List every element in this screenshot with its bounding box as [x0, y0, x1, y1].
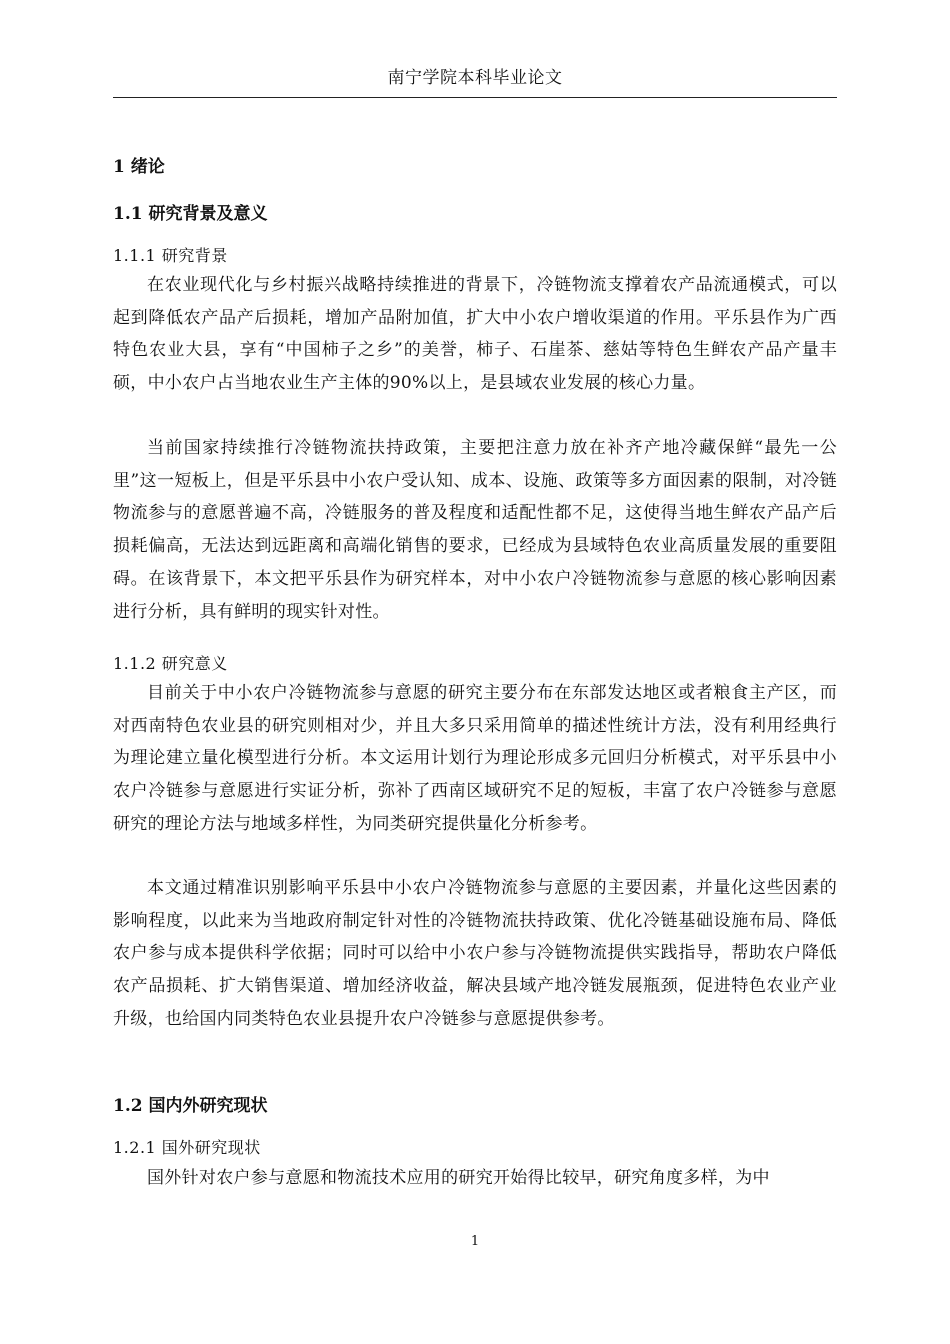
subsection-heading-1-1-1: 1.1.1 研究背景: [113, 246, 228, 265]
paragraph: 当前国家持续推行冷链物流扶持政策，主要把注意力放在补齐产地冷藏保鲜“最先一公里”这一短板上，但是平乐县中小农户受认知、成本、设施、政策等多方面因素的限制，对冷链物流参与的意愿普遍不高，冷链服务的普及程度和适配性都不足，这使得当地生鲜农产品产后损耗偏高，无法达到远距离和高端化销售的要求，已经成为县域特色农业高质量发展的重要阻碍。在该背景下，本文把平乐县作为研究样本，对中小农户冷链物流参与意愿的核心影响因素进行分析，具有鲜明的现实针对性。: [113, 438, 837, 622]
paragraph: 国外针对农户参与意愿和物流技术应用的研究开始得比较早，研究角度多样，为中: [147, 1168, 770, 1188]
subsection-heading-1-1-2: 1.1.2 研究意义: [113, 654, 228, 673]
section-heading-1-2: 1.2 国内外研究现状: [113, 1096, 268, 1116]
paragraph: 在农业现代化与乡村振兴战略持续推进的背景下，冷链物流支撑着农产品流通模式，可以起到降低农产品产后损耗，增加产品附加值，扩大中小农户增收渠道的作用。平乐县作为广西特色农业大县，享有“中国柿子之乡”的美誉，柿子、石崖茶、慈姑等特色生鲜农产品产量丰硕，中小农户占当地农业生产主体的90%以上，是县域农业发展的核心力量。: [113, 275, 837, 394]
paragraph: 本文通过精准识别影响平乐县中小农户冷链物流参与意愿的主要因素，并量化这些因素的影响程度，以此来为当地政府制定针对性的冷链物流扶持政策、优化冷链基础设施布局、降低农户参与成本提供科学依据；同时可以给中小农户参与冷链物流提供实践指导，帮助农户降低农产品损耗、扩大销售渠道、增加经济收益，解决县域产地冷链发展瓶颈，促进特色农业产业升级，也给国内同类特色农业县提升农户冷链参与意愿提供参考。: [113, 878, 837, 1029]
subsection-heading-1-2-1: 1.2.1 国外研究现状: [113, 1138, 261, 1157]
header-rule: [113, 97, 837, 98]
running-header: 南宁学院本科毕业论文: [387, 68, 563, 88]
page-number: 1: [470, 1234, 480, 1249]
paragraph: 目前关于中小农户冷链物流参与意愿的研究主要分布在东部发达地区或者粮食主产区，而对西南特色农业县的研究则相对少，并且大多只采用简单的描述性统计方法，没有利用经典行为理论建立量化模型进行分析。本文运用计划行为理论形成多元回归分析模式，对平乐县中小农户冷链参与意愿进行实证分析，弥补了西南区域研究不足的短板，丰富了农户冷链参与意愿研究的理论方法与地域多样性，为同类研究提供量化分析参考。: [113, 683, 837, 834]
section-heading-1-1: 1.1 研究背景及意义: [113, 204, 268, 224]
chapter-heading: 1 绪论: [113, 157, 165, 177]
